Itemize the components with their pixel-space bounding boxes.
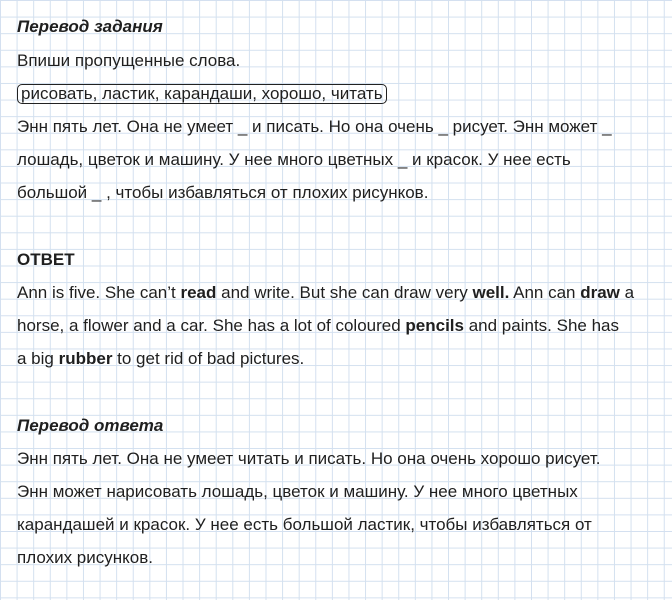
translation-line: Энн может нарисовать лошадь, цветок и машину. У нее много цветных <box>17 482 578 501</box>
answer-text: to get rid of bad pictures. <box>112 349 305 368</box>
answer-text: horse, a flower and a car. She has a lot of coloured <box>17 316 406 335</box>
word-bank <box>17 84 387 104</box>
answer-word-pencils: pencils <box>405 316 464 335</box>
task-instruction: Впиши пропущенные слова. <box>17 51 241 70</box>
answer-text: and paints. She has <box>464 316 620 335</box>
translation-line: плохих рисунков. <box>17 548 153 567</box>
translation-heading: Перевод ответа <box>17 416 164 435</box>
answer-line <box>17 349 304 369</box>
task-heading: Перевод задания <box>17 17 163 36</box>
translation-line: Энн пять лет. Она не умеет читать и писать. Но она очень хорошо рисует. <box>17 449 601 468</box>
answer-text: Ann can <box>509 283 581 302</box>
task-text-line: большой _ , чтобы избавляться от плохих рисунков. <box>17 183 429 202</box>
answer-word-read: read <box>180 283 217 302</box>
answer-word-draw: draw <box>580 283 620 302</box>
answer-heading: ОТВЕТ <box>17 250 75 269</box>
answer-text: Ann is five. She can’t <box>17 283 181 302</box>
answer-line <box>17 316 619 336</box>
task-text-line: лошадь, цветок и машину. У нее много цветных _ и красок. У нее есть <box>17 150 571 169</box>
translation-line: карандашей и красок. У нее есть большой ластик, чтобы избавляться от <box>17 515 592 534</box>
answer-text: and write. But she can draw very <box>216 283 473 302</box>
task-text-line: Энн пять лет. Она не умеет _ и писать. Но она очень _ рисует. Энн может _ <box>17 117 612 136</box>
answer-text: a <box>619 283 635 302</box>
answer-line <box>17 283 634 303</box>
word-bank-box: рисовать, ластик, карандаши, хорошо, читать <box>17 84 387 104</box>
answer-word-rubber: rubber <box>58 349 113 368</box>
answer-text: a big <box>17 349 59 368</box>
answer-word-well: well. <box>472 283 510 302</box>
